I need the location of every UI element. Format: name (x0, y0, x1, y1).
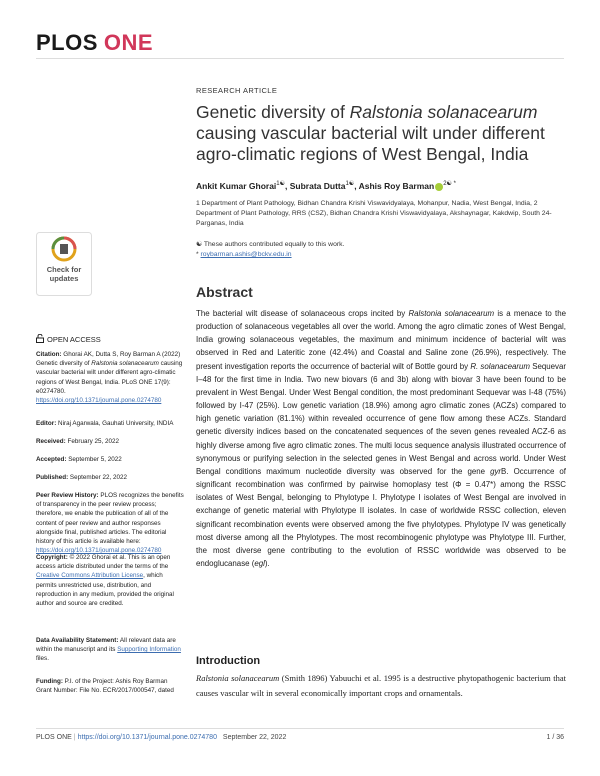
author-list: Ankit Kumar Ghorai$^{1☯}$, Subrata Dutta$^{1☯}$, Ashis Roy Barman $^{2☯ *}$ (196, 180, 456, 191)
article-type: RESEARCH ARTICLE (196, 86, 278, 95)
funding-block: Funding: P.I. of the Project: Ashis Roy Barman Grant Number: File No. ECR/2017/000547, dated (36, 678, 174, 695)
page-footer: PLOS ONE | https://doi.org/10.1371/journal.pone.0274780 September 22, 2022 (36, 734, 287, 741)
introduction-heading: Introduction (196, 655, 261, 667)
data-availability-block: Data Availability Statement: All relevant data are within the manuscript and its Supporting Information files. (36, 637, 181, 663)
logo-one: ONE (103, 30, 154, 55)
introduction-text: Ralstonia solanacearum (Smith 1896) Yabuuchi et al. 1995 is a destructive phytopathogenic bacterium that causes vascular wilt in several economically important crops and ornamentals. (196, 673, 566, 698)
logo-plos: PLOS (36, 30, 98, 55)
published-date: Published: September 22, 2022 (36, 474, 127, 481)
page-number: 1 / 36 (546, 734, 564, 741)
abstract-text: The bacterial wilt disease of solanaceous crops incited by Ralstonia solanacearum is a menace to the production of solanaceous vegetables all over the world. Among the agro climatic zones of West Bengal, India growing solanaceous vegetables, the maximum and minimum incidence of bacterial wilt was observed in Red and Lateritic zone (42.4%) and Coastal and Saline zone (26.9%), respectively. The present investigation reports the occurrence of bacterial wilt of Bottle gourd by R. solanacearum Sequevar I–48 for the first time in India. Two new biovars (6 and 3b) along with biovar 3 have been found to be prevalent in West Bengal. Under West Bengal condition, the most predominant Sequevar was I-48 (75%) followed by I-47 (25%). Low genetic variation (18.9%) among agro climatic zones (ACZs) compared to high genetic variation (81.1%) within revealed occurrence of gene flow among these ACZs. Standard genetic diversity indices based on the concatenated sequences of the seven genes revealed ACZ-6 as highly diverse among five agro climatic zones. The multi locus sequence analysis illustrated occurrence of synonymous or purifying selection in the selected genes in West Bengal and across world. Under West Bengal conditions maximum nucleotide diversity was observed for the gene gyrB. Occurrence of significant recombination was confirmed by pairwise homoplasy test (Φ = 0.47*) among the RSSC isolates of West Bengal, belonging to Phylotype I. Phylotype I isolates of West Bengal are involved in exchange of genetic material with Phylotype II isolates. In case of worldwide RSSC collection, eleven significant recombination events were observed among the five phylotypes. Phylotype IV was genetically most diverse among all the Phylotypes. The most recombinogenic phylotype was Phylotype III. Further, the most diverse gene contributing to the evolution of RSSC worldwide was observed to be endoglucanase (egl). (196, 309, 567, 568)
citation-block: Citation: Ghorai AK, Dutta S, Roy Barman A (2022) Genetic diversity of Ralstonia solanacearum causing vascular bacterial wilt under different agro-climatic regions of West Bengal, India. PLoS ONE 17(9): e0274780. https://doi.org/10.1371/journal.pone.0274780 (36, 351, 183, 405)
footer-journal: PLOS ONE (36, 734, 72, 741)
author-name: Ashis Roy Barman (358, 180, 435, 191)
citation-doi-link[interactable]: https://doi.org/10.1371/journal.pone.0274780 (36, 397, 162, 405)
author-notes: ☯ These authors contributed equally to this work. * roybarman.ashis@bckv.edu.in (196, 240, 566, 260)
journal-logo (36, 30, 153, 56)
footer-date: September 22, 2022 (222, 734, 287, 741)
equal-contribution-note: ☯ These authors contributed equally to this work. (196, 241, 345, 248)
peer-review-link[interactable]: https://doi.org/10.1371/journal.pone.0274780 (36, 547, 162, 555)
footer-doi-link[interactable]: https://doi.org/10.1371/journal.pone.0274780 (77, 734, 217, 741)
affiliations: 1 Department of Plant Pathology, Bidhan Chandra Krishi Viswavidyalaya, Mohanpur, Nadia, West Bengal, India, 2 Department of Plant Pathology, RRS (CSZ), Bidhan Chandra Krishi Viswavidyalaya, Akshaynagar, Kakdwip, South 24-Parganas, India (196, 200, 552, 227)
license-link[interactable]: Creative Commons Attribution License (36, 572, 144, 580)
peer-review-block: Peer Review History: PLOS recognizes the benefits of transparency in the peer review process; therefore, we enable the publication of all of the content of peer review and author responses alongside final, published articles. The editorial history of this article is available here: https://doi.org/10.1371/journal.pone.0274780 (36, 492, 184, 555)
accepted-date: Accepted: September 5, 2022 (36, 456, 122, 463)
abstract-heading: Abstract (196, 284, 253, 300)
open-access-label: OPEN ACCESS (36, 334, 184, 344)
footer-divider (36, 728, 564, 729)
corresponding-email-link[interactable]: roybarman.ashis@bckv.edu.in (200, 251, 292, 258)
unlock-icon (36, 334, 44, 343)
check-updates-label: Check for updates (46, 265, 82, 283)
header-divider (36, 58, 564, 59)
editor-block: Editor: Niraj Agarwala, Gauhati University, INDIA (36, 420, 174, 427)
copyright-block: Copyright: © 2022 Ghorai et al. This is an open access article distributed under the terms of the Creative Commons Attribution License, which permits unrestricted use, distribution, and reproduction in any medium, provided the original author and source are credited. (36, 554, 174, 608)
author-name: Subrata Dutta (289, 180, 346, 191)
check-updates-icon (36, 232, 92, 296)
author-name: Ankit Kumar Ghorai (196, 180, 277, 191)
received-date: Received: February 25, 2022 (36, 438, 119, 445)
article-title: Genetic diversity of Ralstonia solanacearum causing vascular bacterial wilt under different agro-climatic regions of West Bengal, India (196, 102, 545, 164)
check-for-updates-badge[interactable] (36, 232, 92, 296)
supporting-info-link[interactable]: Supporting Information (117, 646, 181, 654)
